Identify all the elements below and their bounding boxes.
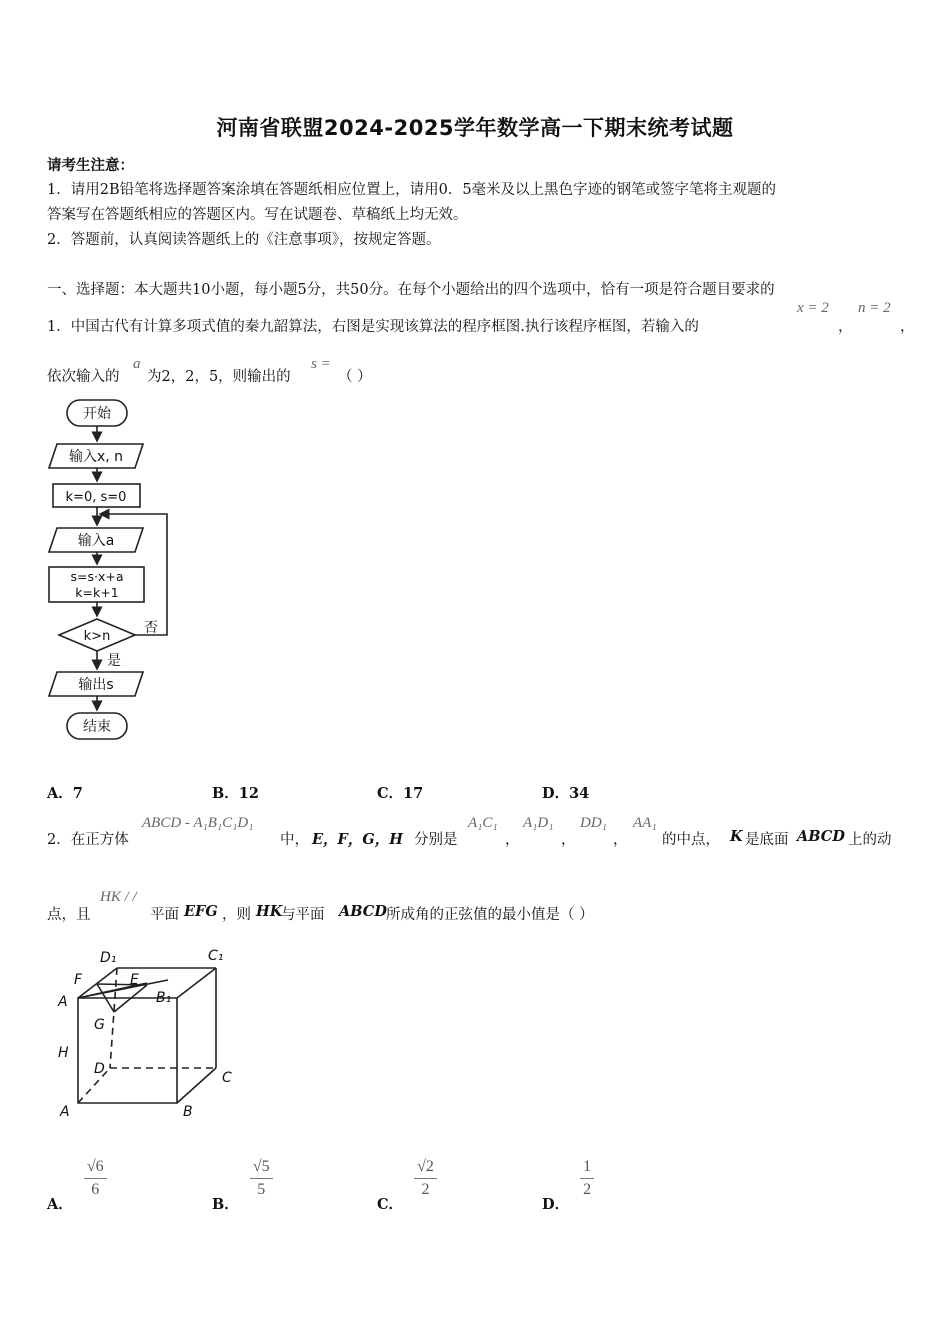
flow-yes-label: 是 [107, 653, 121, 669]
q1-line1: 1．中国古代有计算多项式值的秦九韶算法，右图是实现该算法的程序框图.执行该程序框图，若输入的 [47, 319, 699, 335]
cube-label-d: D [94, 1061, 105, 1077]
q2-option-b[interactable]: B． $\frac{√5}{5}$ [212, 1158, 273, 1199]
page-title: 河南省联盟2024-2025学年数学高一下期末统考试题 [216, 116, 734, 140]
q2-line2-b: 平面 [150, 907, 179, 923]
flow-input-xn-label: 输入x, n [68, 449, 124, 465]
flow-update2-label: k=k+1 [75, 585, 119, 600]
q2-sep3: ， [613, 832, 628, 848]
flow-no-label: 否 [144, 620, 158, 636]
q2-option-a[interactable]: A． $\frac{√6}{6}$ [47, 1158, 107, 1199]
cube-label-b1: B₁ [156, 990, 172, 1006]
section1-heading: 一、选择题：本大题共10小题，每小题5分，共50分。在每个小题给出的四个选项中，恰有一项是符合题目要求的 [47, 282, 775, 298]
q2-mid1: 中， [280, 832, 309, 848]
cube-label-a1: A [58, 994, 68, 1010]
cube-label-b: B [183, 1104, 193, 1120]
cube-label-c1: C₁ [208, 948, 224, 964]
flow-output-label: 输出s [78, 677, 114, 693]
q1-math-x: x = 2 [797, 300, 829, 316]
flow-input-a-label: 输入a [77, 533, 115, 549]
cube-label-a: A [60, 1104, 70, 1120]
q2-abcd: ABCD [797, 828, 845, 845]
q2-option-a-fraction: $\frac{√6}{6}$ [84, 1158, 107, 1199]
cube-label-e: E [130, 972, 139, 988]
q1-option-c[interactable]: C．17 [377, 785, 424, 802]
q2-option-d-fraction: $\frac{1}{2}$ [580, 1158, 594, 1199]
notice-item1-line1: 1．请用2B铅笔将选择题答案涂填在答题纸相应位置上，请用0．5毫米及以上黑色字迹的钢笔或签字笔将主观题的 [47, 182, 777, 198]
q1-comma1: ， [838, 319, 853, 335]
flow-start-label: 开始 [83, 406, 111, 422]
q1-line2-c: （ ） [338, 369, 372, 385]
q2-sep1: ， [505, 832, 520, 848]
q1-option-b[interactable]: B．12 [212, 785, 259, 802]
q2-option-c-fraction: $\frac{√2}{2}$ [414, 1158, 437, 1199]
cube-label-d1: D₁ [100, 950, 117, 966]
q2-cube-figure [50, 940, 250, 1125]
cube-label-c: C [222, 1070, 232, 1086]
q2-seg3: DD₁ [580, 815, 607, 831]
q2-mid2: 分别是 [414, 832, 458, 848]
q2-line2-a: 点，且 [47, 907, 91, 923]
q2-sep2: ， [561, 832, 576, 848]
q2-mid4: 是底面 [745, 832, 789, 848]
q2-mid3: 的中点， [662, 832, 720, 848]
cube-label-g: G [94, 1017, 105, 1033]
q2-math-cube: ABCD - A₁B₁C₁D₁ [142, 815, 254, 831]
q1-math-a: a [133, 356, 141, 372]
q2-line2-d: 与平面 [281, 907, 325, 923]
q1-math-s: s = [311, 356, 331, 372]
notice-heading: 请考生注意： [47, 157, 134, 174]
q2-seg2: A₁D₁ [523, 815, 554, 831]
q2-mid5: 上的动 [848, 832, 892, 848]
q2-abcd-2: ABCD [339, 903, 387, 920]
flow-cond-label: k>n [83, 629, 111, 644]
q1-option-d[interactable]: D．34 [542, 785, 590, 802]
flow-end-label: 结束 [83, 719, 111, 735]
q2-option-c[interactable]: C． $\frac{√2}{2}$ [377, 1158, 437, 1199]
q2-efgh: E，F，G，H [312, 831, 403, 848]
q2-k: K [730, 828, 743, 845]
q1-line2-b: 为2，2，5，则输出的 [147, 369, 291, 385]
notice-item2: 2．答题前，认真阅读答题纸上的《注意事项》，按规定答题。 [47, 232, 441, 248]
q2-efg: EFG [184, 903, 218, 920]
q2-line2-c: ，则 [222, 907, 251, 923]
notice-item1-line2: 答案写在答题纸相应的答题区内。写在试题卷、草稿纸上均无效。 [47, 207, 468, 223]
q1-math-n: n = 2 [858, 300, 891, 316]
q1-option-a[interactable]: A．7 [47, 785, 83, 802]
q2-option-b-fraction: $\frac{√5}{5}$ [250, 1158, 273, 1199]
q2-hk: HK [256, 903, 283, 920]
flow-init-label: k=0, s=0 [65, 490, 127, 505]
cube-label-h: H [58, 1045, 69, 1061]
q2-seg1: A₁C₁ [468, 815, 498, 831]
q1-comma2: ， [900, 319, 915, 335]
q2-line2-e: 所成角的正弦值的最小值是（ ） [386, 907, 594, 923]
q2-option-d[interactable]: D． $\frac{1}{2}$ [542, 1158, 594, 1199]
flow-update1-label: s=s·x+a [70, 569, 124, 584]
q2-math-hk: HK / / [100, 889, 137, 905]
q1-flowchart [40, 392, 180, 752]
cube-label-f: F [74, 972, 83, 988]
q1-line2-a: 依次输入的 [47, 369, 120, 385]
q2-prefix: 2．在正方体 [47, 832, 129, 848]
q2-seg4: AA₁ [633, 815, 657, 831]
